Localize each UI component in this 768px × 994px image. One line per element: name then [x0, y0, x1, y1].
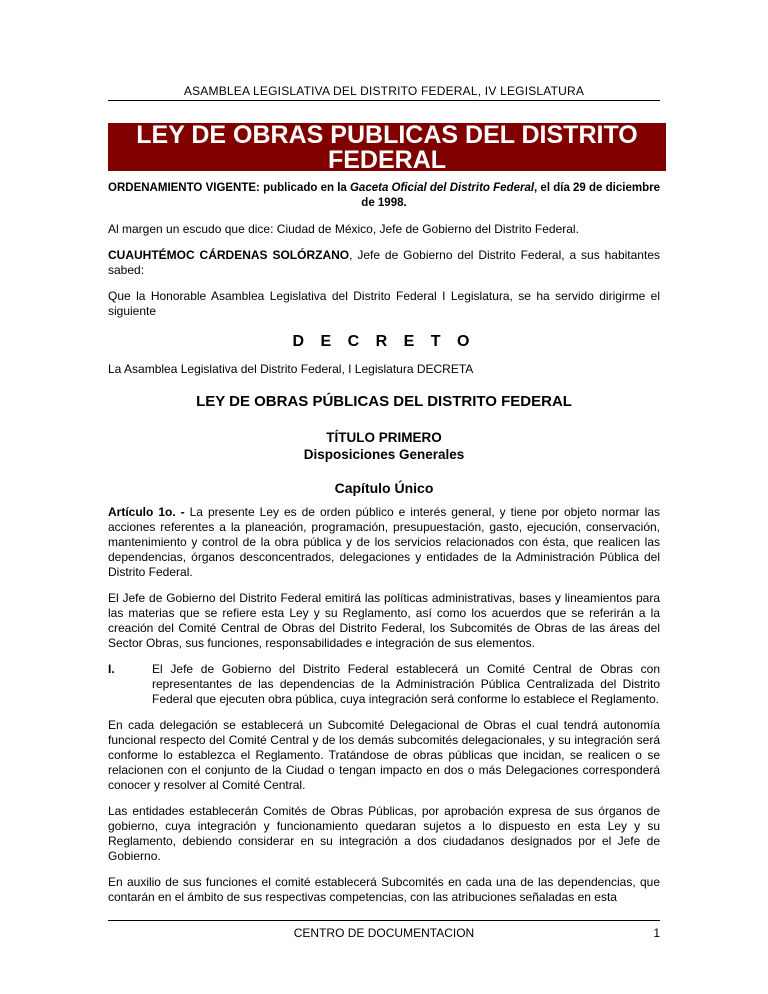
decreto-heading: D E C R E T O — [292, 333, 476, 350]
titulo-number: TÍTULO PRIMERO — [326, 430, 442, 445]
document-title-box — [108, 121, 666, 174]
list-item-I-text: El Jefe de Gobierno del Distrito Federal establecerá un Comité Central de Obras con representantes de las dependencias de la Administración Pública Centralizada del Distrito Federal que ejecuten obra pública, cuya integración será conforme lo establece el Reglamento. — [152, 662, 660, 706]
gaceta-name: Gaceta Oficial del Distrito Federal — [349, 182, 535, 194]
footer-center-text: CENTRO DE DOCUMENTACION — [293, 926, 475, 940]
paragraph-entidades: Las entidades establecerán Comités de Obras Públicas, por aprobación expresa de sus órganos de gobierno, cuya integración y funcionamiento quedaran sujetos a lo dispuesto en esta Ley y su Reglamento, debiendo considerar en su integración a dos ciudadanos designados por el Jefe de Gobierno. — [108, 804, 660, 863]
document-body — [108, 181, 660, 905]
paragraph-politicas: El Jefe de Gobierno del Distrito Federal emitirá las políticas administrativas, bases y lineamientos para las materias que se refiere esta Ley y su Reglamento, así como los acuerdos que se referirán a la creación del Comité Central de Obras del Distrito Federal, los Subcomités de Obras de las áreas del Sector Obras, sus funciones, responsabilidades e integración de sus elementos. — [108, 591, 660, 650]
ordenamiento-prefix: ORDENAMIENTO VIGENTE: publicado en la — [108, 182, 350, 194]
articulo-1 — [108, 505, 660, 580]
ordenamiento-suffix: , el día 29 de diciembre de 1998. — [361, 182, 660, 209]
capitulo-heading: Capítulo Único — [334, 480, 434, 496]
paragraph-jefe — [108, 248, 660, 278]
page-number: 1 — [653, 926, 660, 940]
paragraph-delegacion: En cada delegación se establecerá un Subcomité Delegacional de Obras el cual tendrá autonomía funcional respecto del Comité Central y de los demás subcomités delegacionales, y su integración será conforme lo establezca el Reglamento. Tratándose de obras públicas que incidan, se realicen o se relacionen con el conjunto de la Ciudad o tengan impacto en dos o más Delegaciones corresponderá conocer y resolver al Comité Central. — [108, 718, 660, 792]
paragraph-escudo: Al margen un escudo que dice: Ciudad de México, Jefe de Gobierno del Distrito Federal. — [108, 222, 579, 236]
titulo-heading — [108, 429, 660, 463]
list-item-I — [108, 662, 660, 707]
header-rule — [108, 100, 660, 101]
list-item-I-number: I. — [108, 662, 115, 676]
document-title-line1: LEY DE OBRAS PUBLICAS DEL DISTRITO — [136, 121, 638, 149]
articulo-1-text: La presente Ley es de orden público e interés general, y tiene por objeto normar las acciones referentes a la planeación, programación, presupuestación, gasto, ejecución, conservación, mantenimiento y control de la obra pública y de los servicios relacionados con ésta, que realicen las dependencias, órganos desconcentrados, delegaciones y entidades de la Administración Pública del Distrito Federal. — [108, 505, 660, 579]
footer-rule — [108, 920, 660, 921]
ordenamiento-note — [108, 181, 660, 211]
paragraph-asamblea: Que la Honorable Asamblea Legislativa del Distrito Federal I Legislatura, se ha servido dirigirme el siguiente — [108, 289, 660, 318]
jefe-name: CUAUHTÉMOC CÁRDENAS SOLÓRZANO — [108, 248, 350, 262]
paragraph-auxilio: En auxilio de sus funciones el comité establecerá Subcomités en cada una de las dependencias, que contarán en el ámbito de sus respectivas competencias, con las atribuciones señaladas en esta — [108, 875, 660, 904]
titulo-name: Disposiciones Generales — [303, 447, 465, 462]
jefe-text: , Jefe de Gobierno del Distrito Federal, a sus habitantes sabed: — [108, 248, 660, 277]
running-header: ASAMBLEA LEGISLATIVA DEL DISTRITO FEDERAL, IV LEGISLATURA — [183, 84, 585, 98]
articulo-1-label: Artículo 1o. - — [108, 505, 185, 519]
paragraph-decreta: La Asamblea Legislativa del Distrito Federal, I Legislatura DECRETA — [108, 362, 474, 376]
law-heading: LEY DE OBRAS PÚBLICAS DEL DISTRITO FEDERAL — [196, 393, 572, 410]
document-title-line2: FEDERAL — [327, 146, 447, 174]
